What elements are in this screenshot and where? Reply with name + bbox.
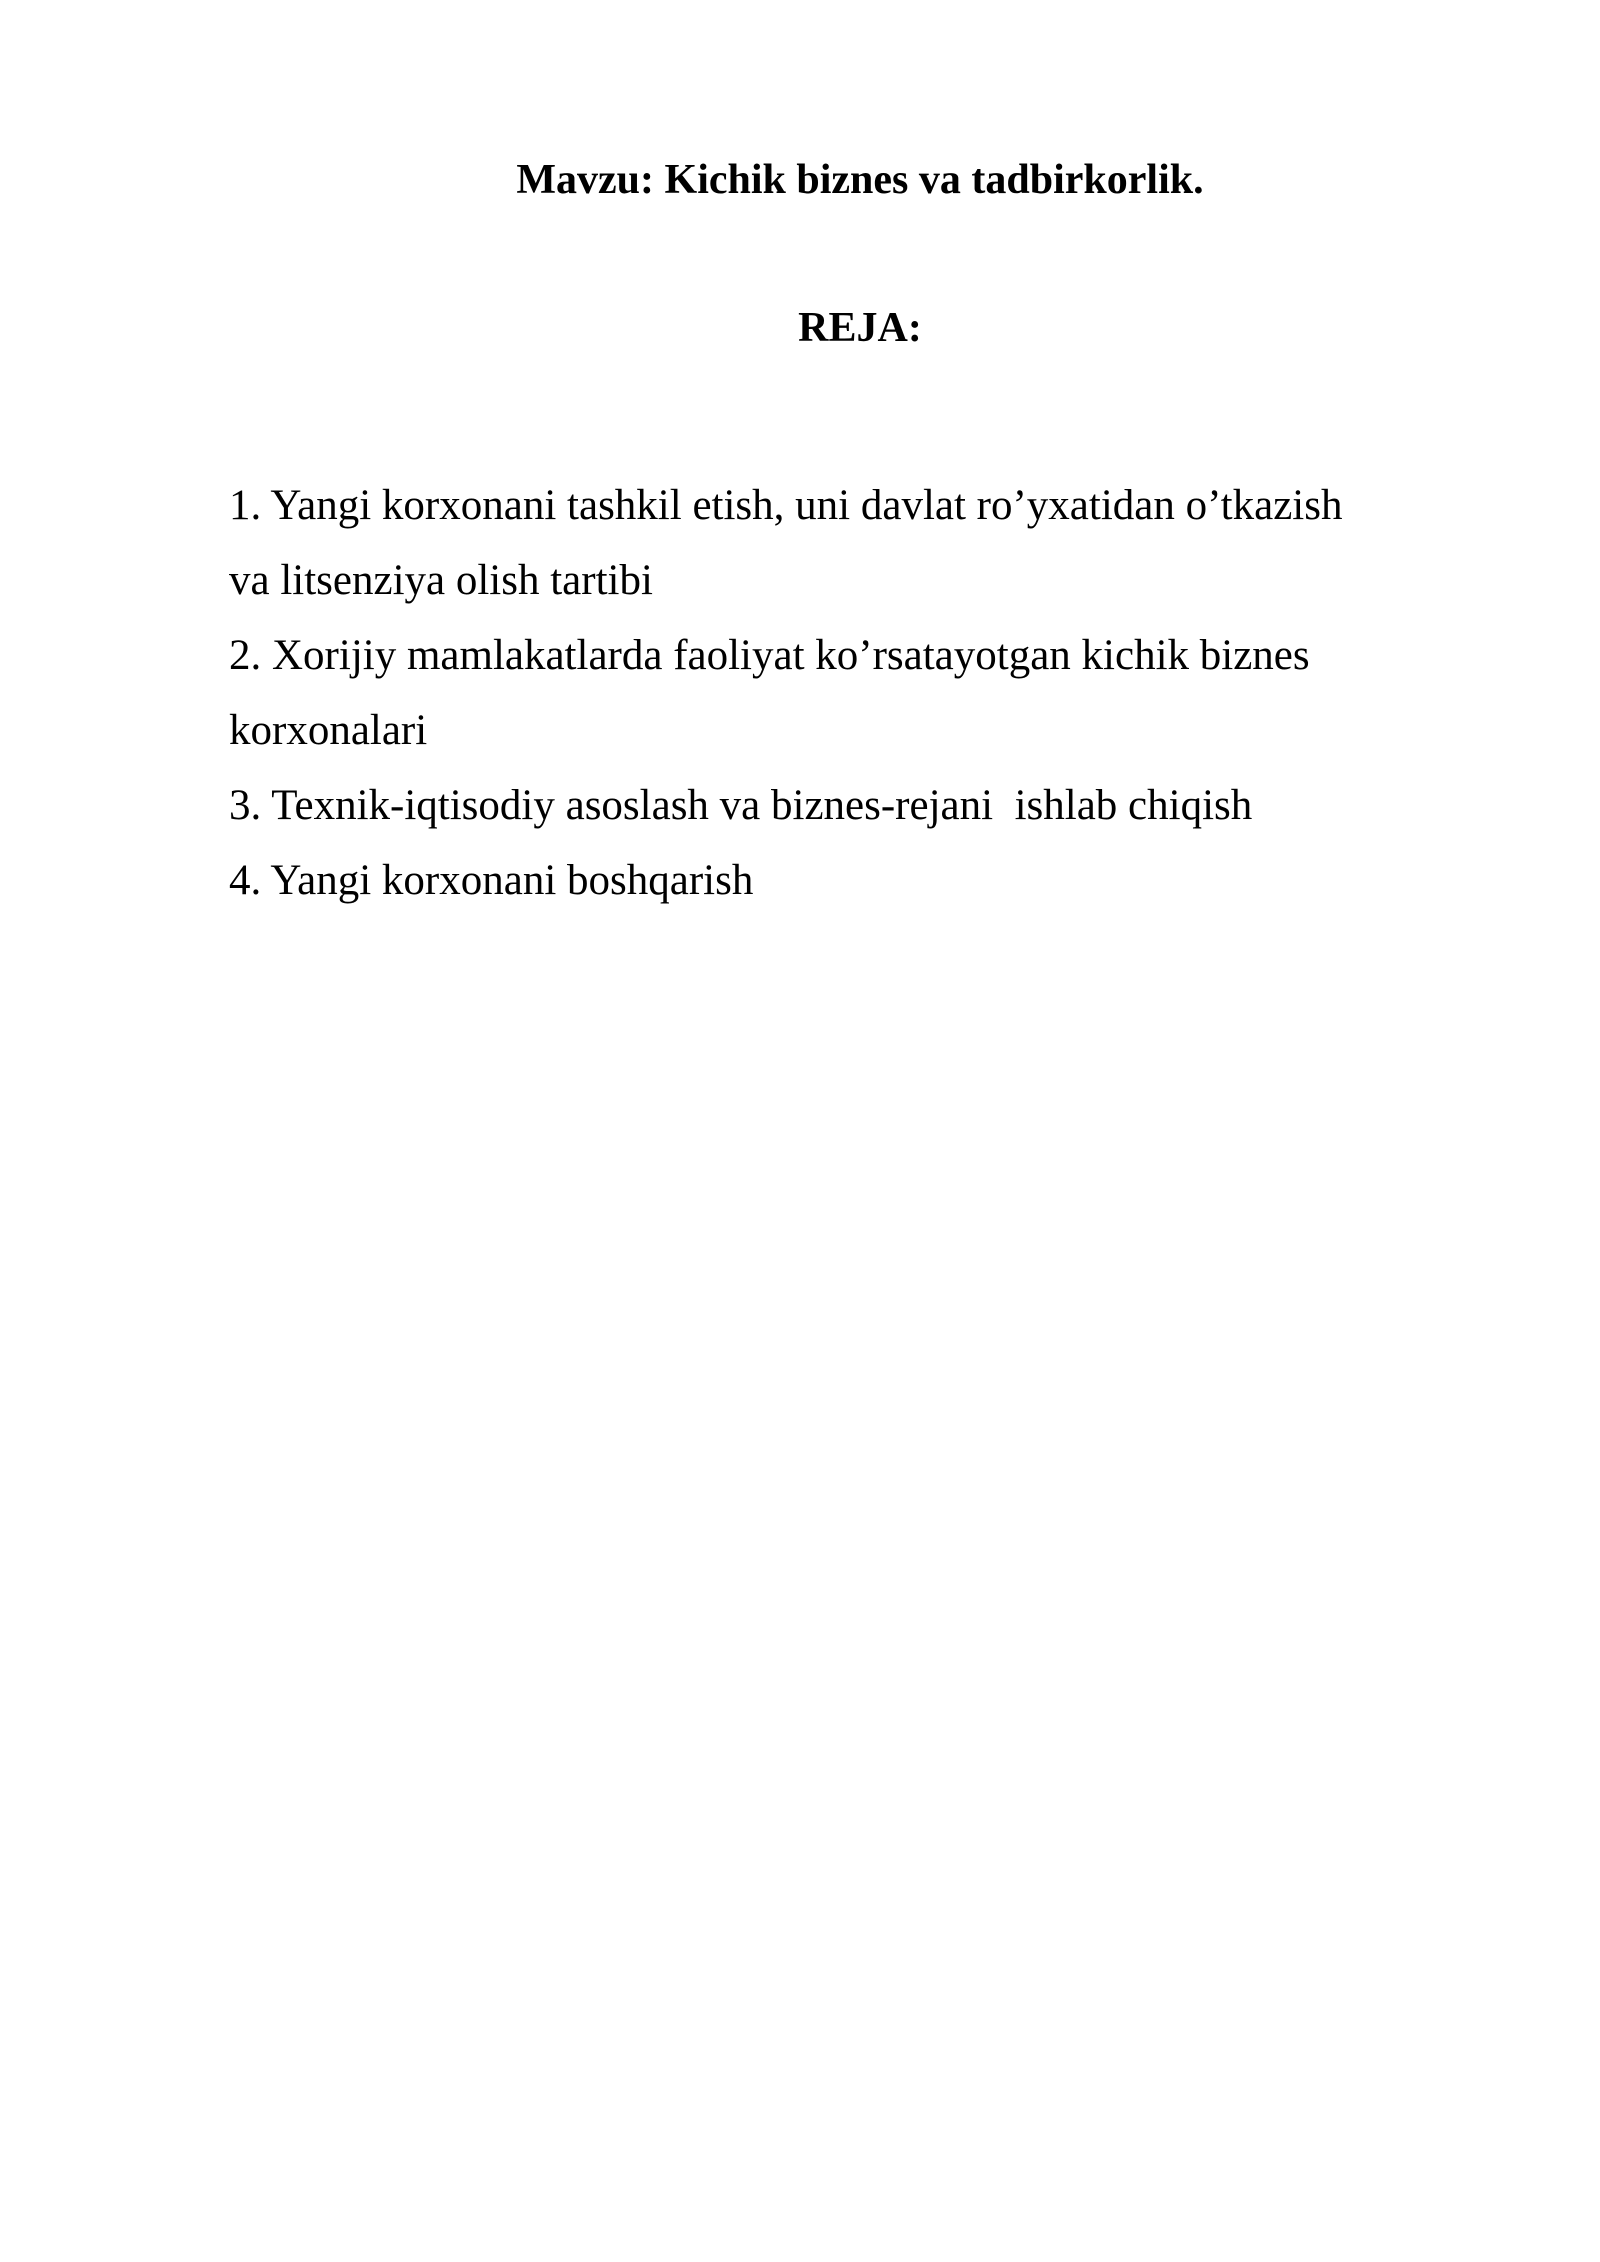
plan-item-1: 1. Yangi korxonani tashkil etish, uni davlat ro’yxatidan o’tkazish va litsenziya olish tartibi xyxy=(229,482,1354,604)
plan-heading: REJA: xyxy=(798,305,922,351)
plan-item-4: 4. Yangi korxonani boshqarish xyxy=(229,857,754,904)
plan-item-3: 3. Texnik-iqtisodiy asoslash va biznes-rejani ishlab chiqish xyxy=(229,782,1253,829)
plan-list xyxy=(229,468,1389,918)
document-title: Mavzu: Kichik biznes va tadbirkorlik. xyxy=(516,157,1204,203)
plan-item-2: 2. Xorijiy mamlakatlarda faoliyat ko’rsatayotgan kichik biznes korxonalari xyxy=(229,632,1321,754)
